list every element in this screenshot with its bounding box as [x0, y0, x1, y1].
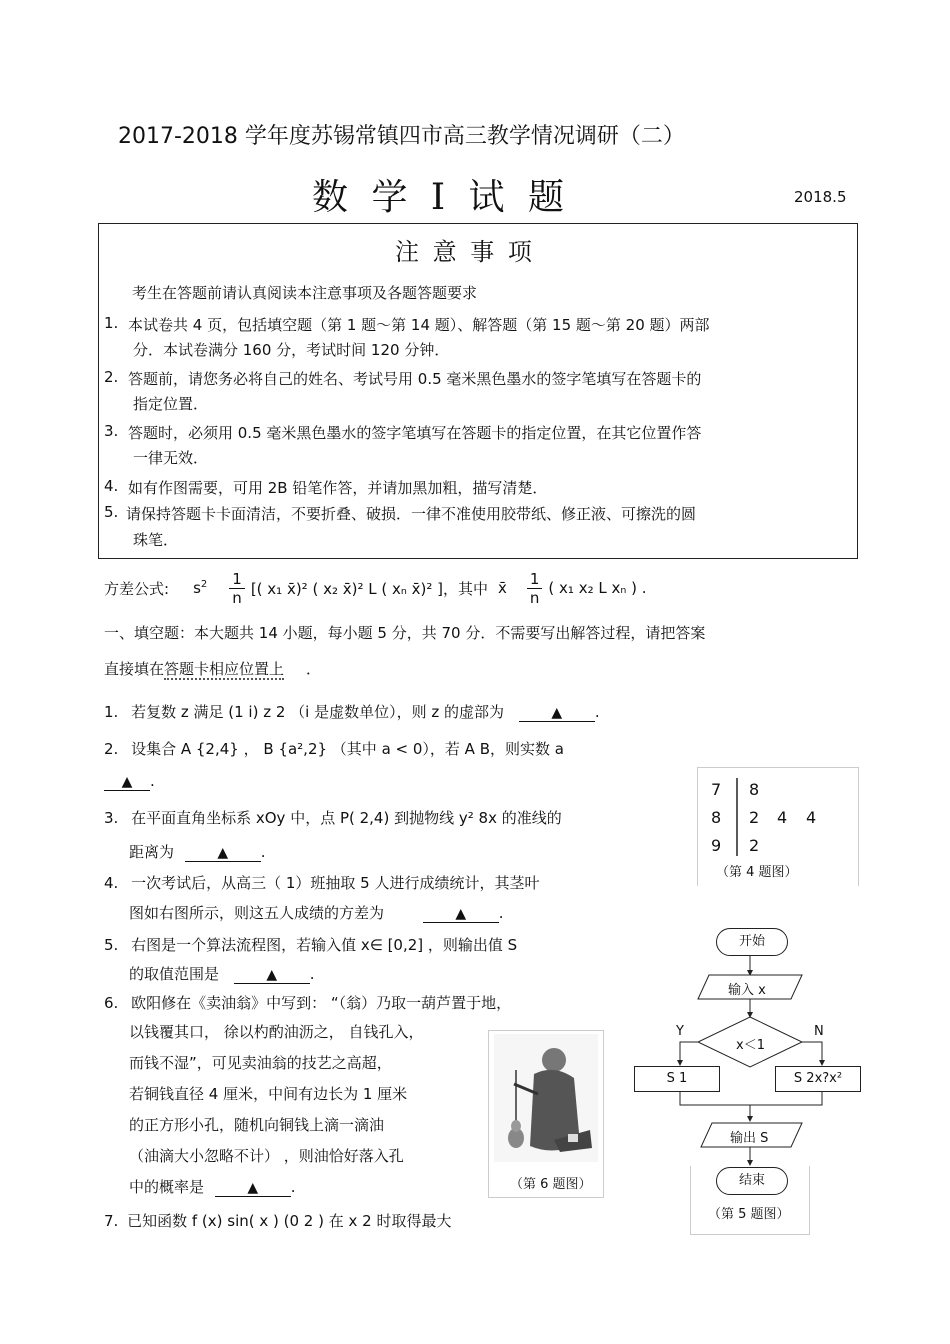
figure-6-caption: （第 6 题图）: [510, 1177, 592, 1192]
subject-title: 数 学 Ⅰ 试 题: [312, 177, 570, 218]
question-4-line2: 图如右图所示，则这五人成绩的方差为 ▲ .: [129, 904, 504, 922]
formula-label: 方差公式:: [104, 579, 170, 598]
question-4: 4. 一次考试后，从高三（ 1）班抽取 5 人进行成绩统计，其茎叶: [104, 874, 540, 892]
formula-body-2: ( x₁ x₂ L xₙ ) .: [548, 579, 647, 597]
formula-fraction-2: $\frac{1}{n}$: [527, 570, 543, 607]
stem-leaf-caption: （第 4 题图）: [716, 865, 798, 880]
notice-item-num: 1.: [104, 314, 119, 332]
notice-item-num: 2.: [104, 368, 119, 386]
notice-item-text: 分．本试卷满分 160 分，考试时间 120 分钟．: [133, 341, 450, 359]
formula-s: $s^2$: [193, 579, 208, 597]
formula-line: [104, 563, 647, 613]
notice-item-text: 指定位置．: [133, 395, 209, 413]
flowchart-start: 开始: [716, 928, 788, 956]
exam-title: 2017-2018 学年度苏锡常镇四市高三教学情况调研（二）: [118, 124, 685, 149]
question-6-line: 若铜钱直径 4 厘米，中间有边长为 1 厘米: [129, 1085, 408, 1103]
flowchart-no: N: [814, 1024, 824, 1039]
question-5-line2: 的取值范围是 ▲ .: [129, 965, 315, 983]
formula-xbar: x̄: [497, 579, 507, 597]
question-6-line: （油滴大小忽略不计） ，则油恰好落入孔: [129, 1147, 404, 1165]
notice-heading: 注 意 事 项: [395, 238, 535, 266]
flowchart-output: 输出 S: [730, 1131, 769, 1146]
notice-item-text: 答题前，请您务必将自己的姓名、考试号用 0.5 毫米黑色墨水的签字笔填写在答题卡的: [128, 370, 702, 388]
flowchart-yes: Y: [676, 1024, 684, 1039]
question-6-line-last: 中的概率是 ▲ .: [129, 1178, 296, 1196]
flowchart-condition: x＜1: [736, 1038, 765, 1053]
stem-leaf-row: 9 2: [711, 836, 760, 855]
formula-body: [( x₁ x̄)² ( x₂ x̄)² L ( xₙ x̄)² ]，其中: [250, 579, 488, 598]
question-7: 7. 已知函数 f (x) sin( x ) (0 2 ) 在 x 2 时取得最大: [104, 1212, 452, 1230]
flowchart-right-box: S 2x?x²: [775, 1066, 861, 1092]
notice-item-num: 3.: [104, 422, 119, 440]
question-2: 2. 设集合 A {2,4} ， B {a²,2} （其中 a < 0），若 A B，则实数 a: [104, 740, 564, 758]
stem-leaf-row: 7 8: [711, 780, 760, 799]
notice-item-text: 答题时，必须用 0.5 毫米黑色墨水的签字笔填写在答题卡的指定位置，在其它位置作答: [128, 424, 702, 442]
question-6-line: 的正方形小孔，随机向铜钱上滴一滴油: [129, 1116, 385, 1134]
stem-leaf-row: 8 2 4 4: [711, 808, 817, 827]
oil-seller-illustration: [494, 1034, 598, 1162]
section-instruction-2: 直接填在答题卡相应位置上 ．: [104, 660, 322, 678]
notice-item-text: 本试卷共 4 页，包括填空题（第 1 题～第 14 题）、解答题（第 15 题～第 20 题）两部: [128, 316, 710, 334]
notice-item-text: 请保持答题卡卡面清洁，不要折叠、破损．一律不准使用胶带纸、修正液、可擦洗的圆: [126, 505, 697, 523]
notice-item-num: 5.: [104, 503, 119, 521]
flowchart-input: 输入 x: [728, 983, 766, 998]
flowchart-left-box: S 1: [634, 1066, 720, 1092]
question-1: 1. 若复数 z 满足 (1 i) z 2 （i 是虚数单位），则 z 的虚部为 ▲ .: [104, 703, 600, 721]
question-5: 5. 右图是一个算法流程图，若输入值 x∈ [0,2] ，则输出值 S: [104, 936, 518, 954]
question-6-line: 而钱不湿”，可见卖油翁的技艺之高超，: [129, 1054, 392, 1072]
question-3-line2: 距离为 ▲ .: [129, 843, 266, 861]
notice-item-text: 一律无效．: [133, 449, 209, 467]
stem-leaf-divider: [735, 778, 739, 856]
formula-fraction: $\frac{1}{n}$: [229, 570, 245, 607]
flowchart-caption: （第 5 题图）: [708, 1207, 790, 1222]
question-6-line: 以钱覆其口， 徐以杓酌油沥之， 自钱孔入，: [129, 1023, 424, 1041]
exam-date: 2018.5: [794, 188, 847, 206]
question-2-answer: ▲ .: [104, 772, 155, 791]
notice-item-text: 如有作图需要，可用 2B 铅笔作答，并请加黑加粗，描写清楚．: [128, 479, 548, 497]
section-instruction: 一、填空题：本大题共 14 小题，每小题 5 分，共 70 分．不需要写出解答过程，请把答案: [104, 624, 706, 642]
notice-item-num: 4.: [104, 477, 119, 495]
notice-intro: 考生在答题前请认真阅读本注意事项及各题答题要求: [132, 284, 478, 302]
question-3: 3. 在平面直角坐标系 xOy 中，点 P( 2,4) 到抛物线 y² 8x 的准线的: [104, 809, 562, 827]
flowchart-end: 结束: [716, 1167, 788, 1195]
question-6: 6. 欧阳修在《卖油翁》中写到： “（翁）乃取一葫芦置于地，: [104, 994, 512, 1012]
notice-item-text: 珠笔．: [133, 531, 179, 549]
